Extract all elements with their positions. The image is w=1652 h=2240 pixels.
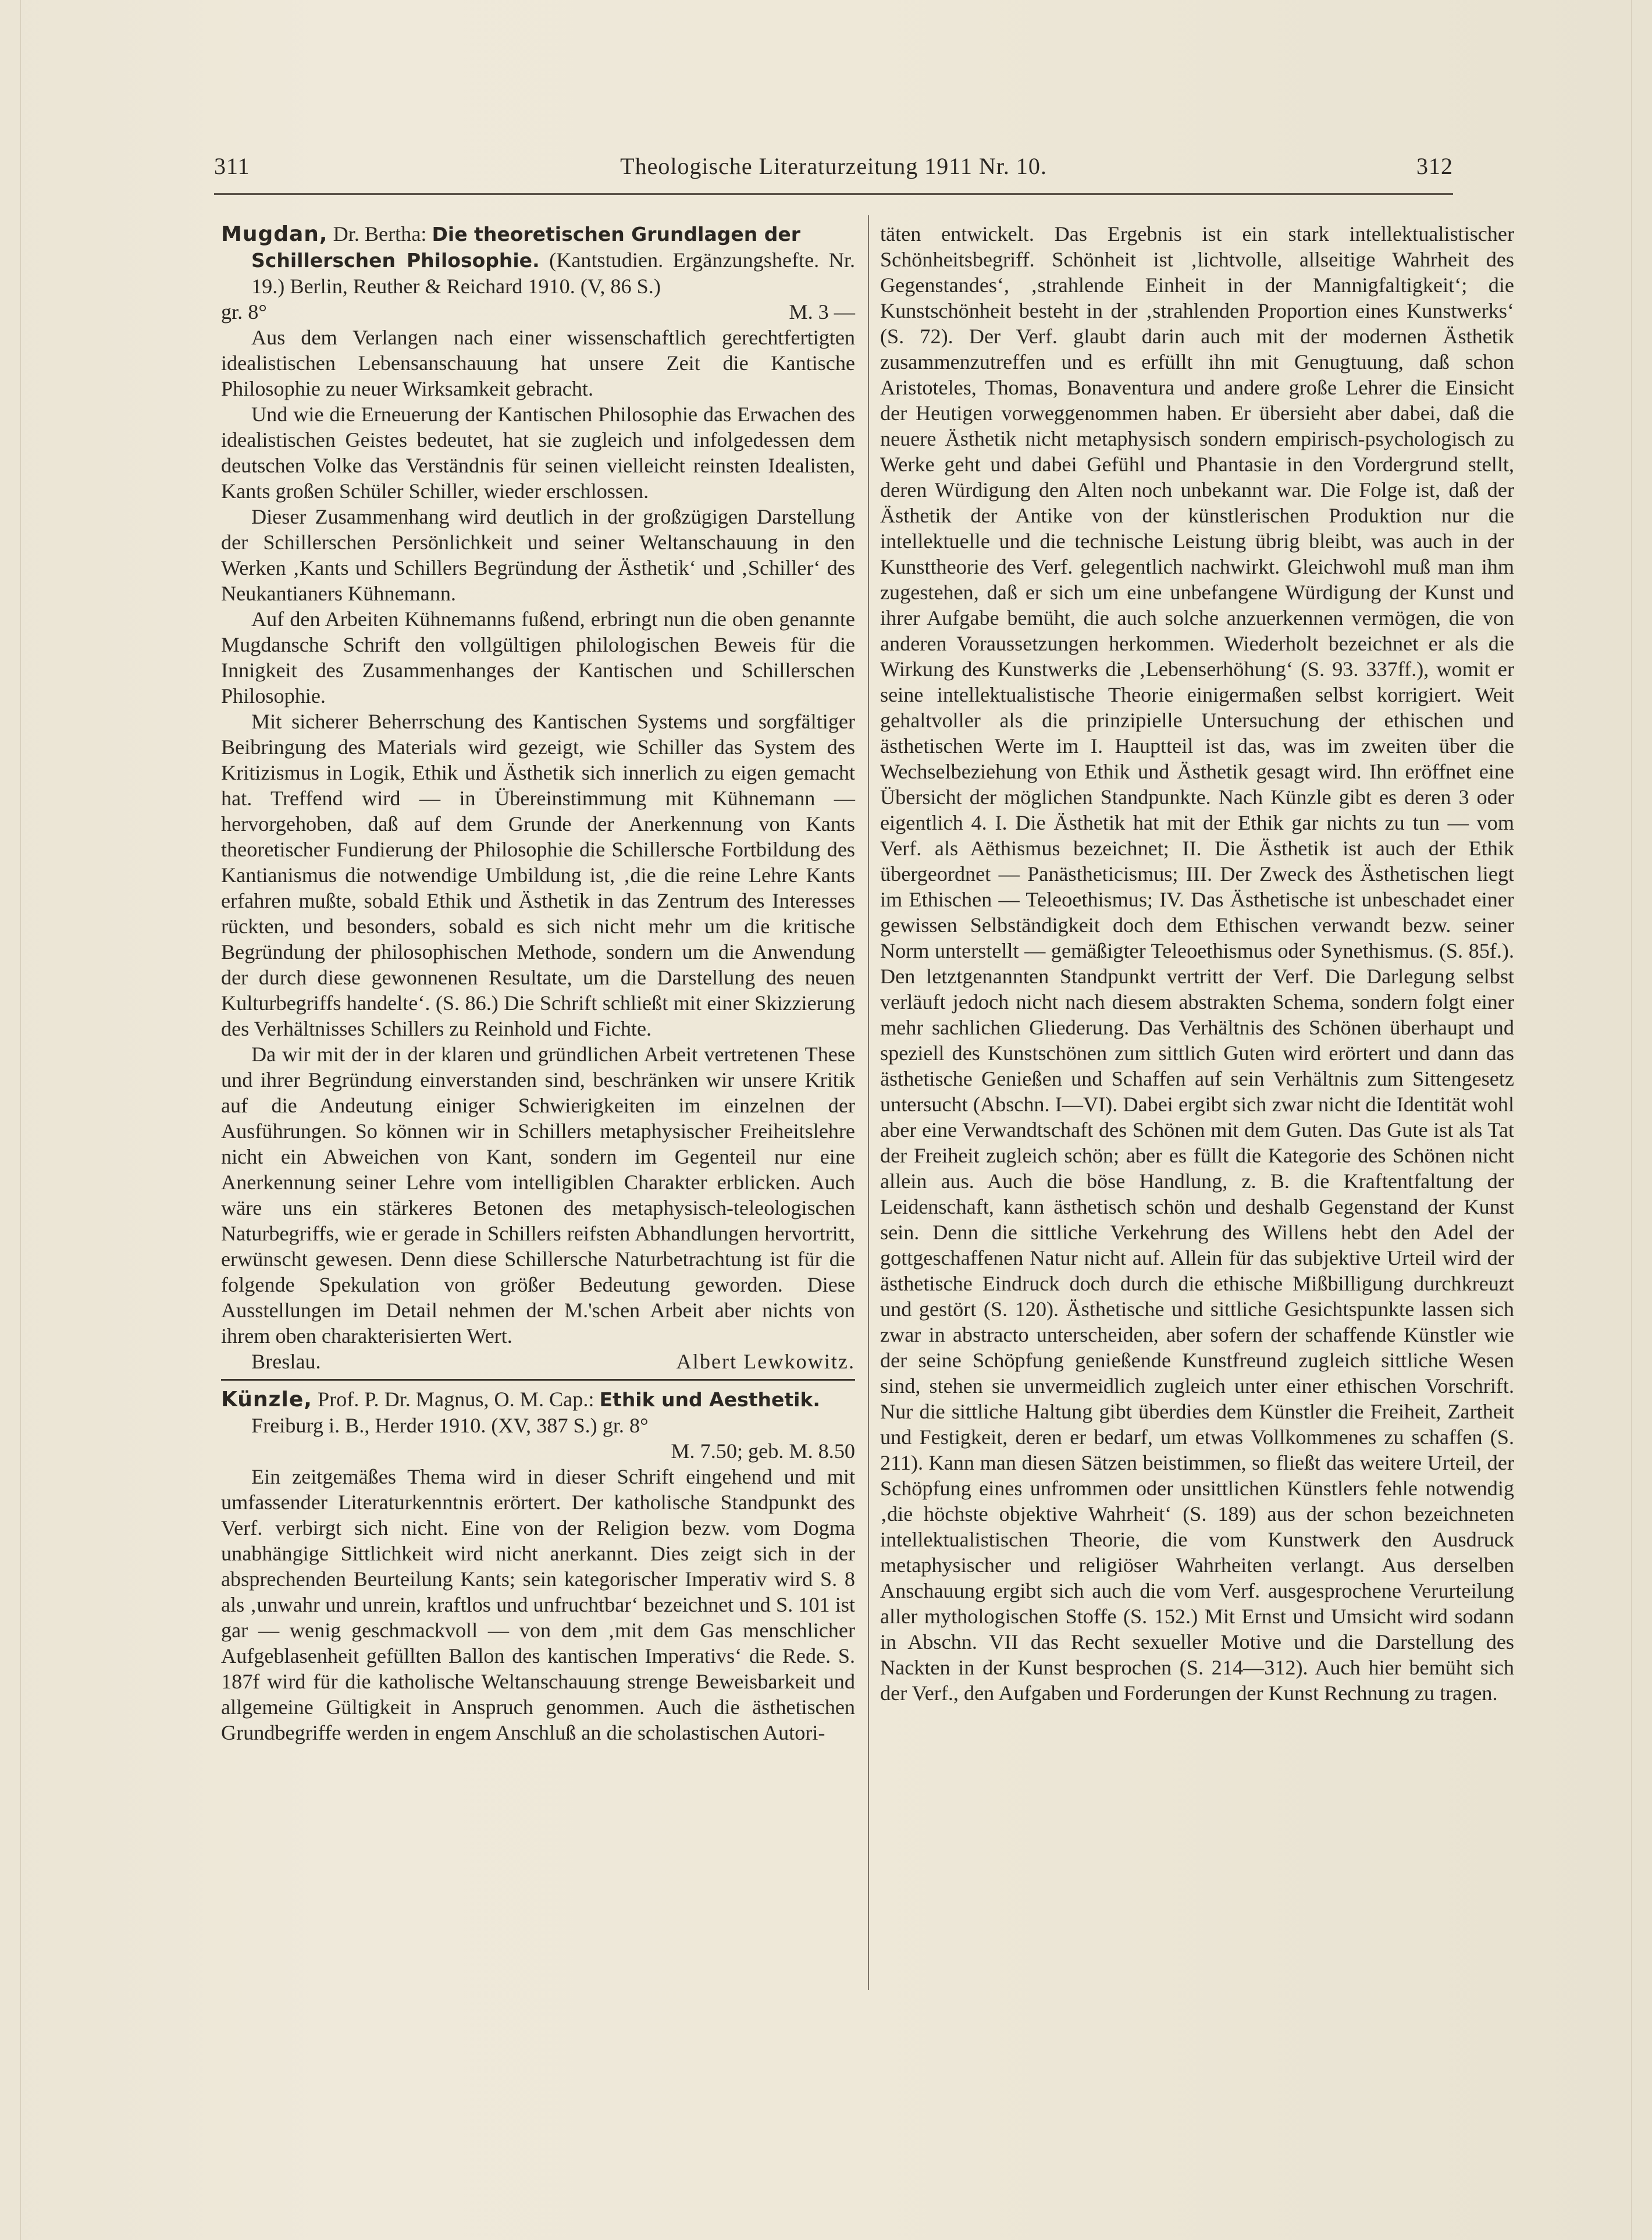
review-2-author: Künzle,	[221, 1388, 312, 1411]
review-2-title: Ethik und Aesthetik.	[599, 1388, 820, 1411]
header-rule	[214, 193, 1453, 195]
review-2-paragraph-continued: täten entwickelt. Das Ergebnis ist ein stark intellektualistischer Schönheitsbegriff. Schönheit ist ‚lichtvolle, allseitige Wahrheit des Gegenstandes‘, ‚strahlende Einheit in der Mannigfaltigkeit‘; die Kunstschönheit besteht in der ‚strahlenden Proportion eines Kunstwerks‘ (S. 72). Der Verf. glaubt darin auch mit der modernen Ästhetik zusammenzutreffen und es erfüllt ihn mit Genugtuung, daß schon Aristoteles, Thomas, Bonaventura und andere große Lehrer die Einsicht der Heutigen vorweggenommen haben. Er übersieht aber dabei, daß die neuere Ästhetik nicht metaphysisch sondern empirisch-psychologisch zu Werke geht und dabei Gefühl und Phantasie in den Vordergrund stellt, deren Würdigung den Alten noch unbekannt war. Die Folge ist, daß der Ästhetik der Antike von der künstlerischen Produktion nur die intellektuelle und die technische Leistung übrig bleibt, was auch in der Kunsttheorie des Verf. gelegentlich nachwirkt. Gleichwohl muß man ihm zugestehen, daß er sich um eine unbefangene Würdigung der Kunst und ihrer Aufgabe bemüht, die auch solche anzuerkennen vermögen, die von anderen Voraussetzungen herkommen. Wiederholt bezeichnet er als die Wirkung des Kunstwerks die ‚Lebenserhöhung‘ (S. 93. 337ff.), womit er seine intellektualistische Theorie einigermaßen selbst korrigiert. Weit gehaltvoller als die prinzipielle Untersuchung der ethischen und ästhetischen Werte im I. Hauptteil ist das, was im zweiten über die Wechselbeziehung von Ethik und Ästhetik gesagt wird. Ihn eröffnet eine Übersicht der möglichen Standpunkte. Nach Künzle gibt es deren 3 oder eigentlich 4. I. Die Ästhetik hat mit der Ethik gar nichts zu tun — vom Verf. als Aëthismus bezeichnet; II. Die Ästhetik ist auch der Ethik übergeordnet — Panästheticismus; III. Der Zweck des Ästhetischen liegt im Ethischen — Teleoethismus; IV. Das Ästhetische ist unbeschadet einer gewissen Selbständigkeit doch dem Ethischen verwandt bezw. seiner Norm unterstellt — gemäßigter Teleoethismus oder Synethismus. (S. 85f.). Den letztgenannten Standpunkt vertritt der Verf. Die Darlegung selbst verläuft jedoch nicht nach diesem abstrakten Schema, sondern folgt einer mehr sachlichen Gliederung. Das Verhältnis des Schönen überhaupt und speziell des Kunstschönen zum sittlich Guten wird erörtert und dann das ästhetische Genießen und Schaffen auf sein Verhältnis zum Sittengesetz untersucht (Abschn. I—VI). Dabei ergibt sich zwar nicht die Identität wohl aber eine Verwandtschaft des Schönen mit dem Guten. Das Gute ist als Tat der Freiheit zugleich schön; aber es füllt die Kategorie des Schönen nicht allein aus. Auch die böse Handlung, z. B. die Kraftentfaltung der Leidenschaft, kann ästhetisch schön und deshalb Gegenstand der Kunst sein. Denn die sittliche Verkehrung des Willens hebt den Adel der gottgeschaffenen Natur nicht auf. Allein für das subjektive Urteil wird der ästhetische Eindruck doch durch die ethische Mißbilligung durchkreuzt und gestört (S. 120). Ästhetische und sittliche Gesichtspunkte lassen sich zwar in abstracto unterscheiden, aber sofern der schaffende Künstler wie der seine Schöpfung genießende Kunstfreund zugleich sittliche Wesen sind, stehen sie unvermeidlich zugleich unter einer ethischen Vorschrift. Nur die sittliche Haltung gibt überdies dem Künstler die Freiheit, Zartheit und Festigkeit, deren er bedarf, um etwas Vollkommenes zu schaffen (S. 211). Kann man diesen Sätzen beistimmen, so fließt das weitere Urteil, der Schöpfung eines unfrommen oder unsittlichen Künstlers fehle notwendig ‚die höchste objektive Wahrheit‘ (S. 189) aus der schon bezeichneten intellektualistischen Theorie, die vom Kunstwerk den Ausdruck metaphysischer und religiöser Wahrheiten verlangt. Aus derselben Anschauung ergibt sich auch die vom Verf. ausgesprochene Verurteilung aller mythologischen Stoffe (S. 152.) Mit Ernst und Umsicht wird sodann in Abschn. VII das Recht sexueller Motive und die Darstellung des Nackten in der Kunst besprochen (S. 214—312). Auch hier bemüht sich der Verf., den Aufgaben und Forderungen der Kunst Rechnung zu tragen.	[880, 222, 1514, 1705]
review-1-paragraph: Auf den Arbeiten Kühnemanns fußend, erbringt nun die oben genannte Mugdansche Schrift den vollgültigen philologischen Beweis für die Innigkeit des Zusammenhanges der Kantischen und Schillerschen Philosophie.	[221, 607, 855, 707]
review-2-author-details: Prof. P. Dr. Magnus, O. M. Cap.:	[312, 1388, 600, 1411]
column-divider	[868, 215, 869, 1990]
review-2-publisher: Freiburg i. B., Herder 1910. (XV, 387 S.) gr. 8°	[251, 1414, 649, 1437]
review-2-price: M. 7.50; geb. M. 8.50	[671, 1439, 855, 1463]
running-title: Theologische Literaturzeitung 1911 Nr. 10.	[620, 153, 1047, 179]
left-column	[221, 221, 855, 1745]
review-1-title-b: Schillerschen Philosophie.	[251, 249, 540, 272]
review-1-format: gr. 8°	[221, 300, 267, 323]
review-1-place: Breslau.	[251, 1350, 321, 1373]
review-1-paragraph: Da wir mit der in der klaren und gründlichen Arbeit vertretenen These und ihrer Begründung einverstanden sind, beschränken wir unsere Kritik auf die Andeutung einiger Schwierigkeiten im einzelnen der Ausführungen. So können wir in Schillers metaphysischer Freiheitslehre nicht ein Abweichen von Kant, sondern im Gegenteil nur eine Anerkennung seiner Lehre vom intelligiblen Charakter erblicken. Auch wäre uns ein stärkeres Betonen des metaphysisch-teleologischen Naturbegriffs, wie er gerade in Schillers reifsten Abhandlungen hervortritt, erwünscht gewesen. Denn diese Schillersche Naturbetrachtung ist für die folgende Spekulation von größer Bedeutung geworden. Diese Ausstellungen im Detail nehmen der M.'schen Arbeit aber nichts von ihrem oben charakterisierten Wert.	[221, 1043, 855, 1347]
review-1-series: (Kantstudien. Ergänzungshefte.	[539, 248, 820, 272]
running-header	[214, 152, 1453, 187]
review-1-paragraph: Und wie die Erneuerung der Kantischen Philosophie das Erwachen des idealistischen Geistes bedeutet, hat sie zugleich und infolgedessen dem deutschen Volke das Verständnis für seinen vielleicht reinsten Idealisten, Kants großen Schüler Schiller, wieder erschlossen.	[221, 403, 855, 503]
review-1-reviewer: Albert Lewkowitz.	[676, 1350, 855, 1373]
review-1-author-details: Dr. Bertha:	[327, 222, 432, 246]
review-1-signature	[221, 1349, 855, 1374]
right-column	[880, 221, 1514, 1706]
review-1-paragraph: Aus dem Verlangen nach einer wissenschaftlich gerechtfertigten idealistischen Lebensanschauung hat unsere Zeit die Kantische Philosophie zu neuer Wirksamkeit gebracht.	[221, 326, 855, 400]
page-number-right: 312	[1416, 153, 1453, 179]
review-1-author: Mugdan,	[221, 222, 328, 246]
review-2-paragraph: Ein zeitgemäßes Thema wird in dieser Schrift eingehend und mit umfassender Literaturkenntnis erörtert. Der katholische Standpunkt des Verf. verbirgt sich nicht. Eine von der Religion bezw. vom Dogma unabhängige Sittlichkeit wird nicht anerkannt. Dies zeigt sich in der absprechenden Beurteilung Kants; sein kategorischer Imperativ wird S. 8 als ‚unwahr und unrein, kraftlos und unfruchtbar‘ bezeichnet und S. 101 ist gar — wenig geschmackvoll — von dem ‚mit dem Gas menschlicher Aufgeblasenheit gefüllten Ballon des kantischen Imperativs‘ die Rede. S. 187f wird für die katholische Weltanschauung strenge Beweisbarkeit und allgemeine Gültigkeit in Anspruch genommen. Auch die ästhetischen Grundbegriffe werden in engem Anschluß an die scholastischen Autori-	[221, 1465, 855, 1744]
review-1-paragraph: Mit sicherer Beherrschung des Kantischen Systems und sorgfältiger Beibringung des Materials wird gezeigt, wie Schiller das System des Kritizismus in Logik, Ethik und Ästhetik sich innerlich zu eigen gemacht hat. Treffend wird — in Übereinstimmung mit Kühnemann — hervorgehoben, daß auf dem Grunde der Anerkennung von Kants theoretischer Fundierung der Philosophie die Schillersche Fortbildung des Kantianismus die notwendige Umbildung ist, ‚die die reine Lehre Kants erfahren mußte, sobald Ethik und Ästhetik in das Zentrum des Interesses rückten, und besonders, sobald es sich nicht mehr um die kritische Begründung der philosophischen Methode, sondern um die Anwendung der durch diese gewonnenen Resultate, um die Darstellung des neuen Kulturbegriffs handelte‘. (S. 86.) Die Schrift schließt mit einer Skizzierung des Verhältnisses Schillers zu Reinhold und Fichte.	[221, 710, 855, 1040]
review-2-heading	[221, 1386, 855, 1464]
review-1-publisher: Nr. 19.) Berlin, Reuther & Reichard 1910. (V, 86 S.)	[251, 248, 855, 298]
review-1-paragraph: Dieser Zusammenhang wird deutlich in der großzügigen Darstellung der Schillerschen Persönlichkeit und seiner Weltanschauung in den Werken ‚Kants und Schillers Begründung der Ästhetik‘ und ‚Schiller‘ des Neukantianers Kühnemann.	[221, 505, 855, 605]
review-1-price: M. 3 —	[789, 300, 855, 323]
page-number-left: 311	[214, 153, 250, 179]
review-1-heading	[221, 221, 855, 325]
entry-separator	[221, 1379, 855, 1381]
review-1-title-a: Die theoretischen Grundlagen der	[432, 223, 800, 246]
